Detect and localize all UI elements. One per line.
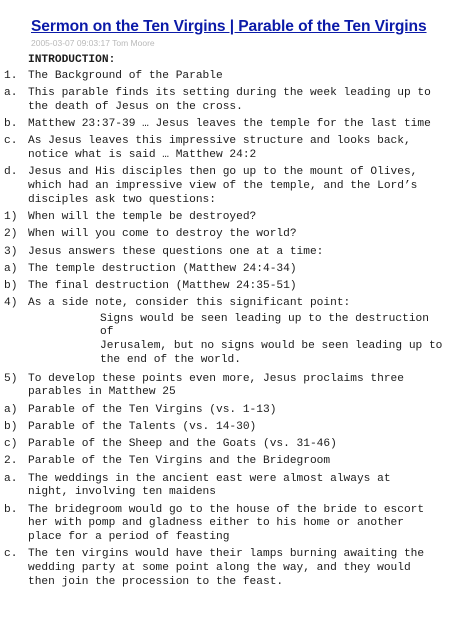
list-text: The bridegroom would go to the house of the bride to escort her with pomp and gladness either to his home or another place for a period of feasting <box>28 503 425 543</box>
list-item <box>4 211 470 225</box>
list-text: As a side note, consider this significant point: <box>28 297 351 310</box>
list-item <box>4 438 470 452</box>
list-item <box>4 228 470 242</box>
list-text: To develop these points even more, Jesus proclaims three parables in Matthew 25 <box>28 372 404 399</box>
list-text: Parable of the Talents (vs. 14-30) <box>28 420 257 433</box>
list-item <box>4 473 470 501</box>
list-marker: 2. <box>4 455 18 468</box>
list-item <box>4 455 470 469</box>
list-text: The temple destruction (Matthew 24:4-34) <box>28 262 297 275</box>
intro-heading: INTRODUCTION: <box>28 54 116 66</box>
list-marker: b. <box>4 118 18 130</box>
list-text: This parable finds its setting during the week leading up to the death of Jesus on the cross. <box>28 87 431 113</box>
list-text: When will the temple be destroyed? <box>28 211 257 223</box>
list-text: The final destruction (Matthew 24:35-51) <box>28 280 297 292</box>
list-marker: 5) <box>4 372 18 385</box>
list-text: Parable of the Ten Virgins and the Bridegroom <box>28 455 331 468</box>
list-item <box>4 548 470 589</box>
list-item <box>4 504 470 545</box>
list-marker: b) <box>4 420 18 433</box>
list-item <box>4 263 470 277</box>
list-marker: 1. <box>4 69 18 82</box>
list-item <box>4 87 470 115</box>
list-marker: a) <box>4 262 18 275</box>
list-marker: c. <box>4 548 18 561</box>
list-text: Jesus and His disciples then go up to the mount of Olives, which had an impressive view of the temple, and the Lord’s disciples ask two questions: <box>28 166 418 206</box>
list-item <box>4 135 470 163</box>
list-marker: 3) <box>4 245 18 258</box>
list-marker: 4) <box>4 297 18 310</box>
list-marker: a. <box>4 472 18 485</box>
list-marker: b. <box>4 503 18 516</box>
list-text: Matthew 23:37-39 … Jesus leaves the temple for the last time <box>28 118 431 130</box>
list-marker: c) <box>4 438 18 450</box>
list-item <box>4 373 470 401</box>
list-item <box>4 280 470 294</box>
list-text: When will you come to destroy the world? <box>28 228 297 241</box>
list-item <box>4 166 470 207</box>
list-text: Parable of the Ten Virgins (vs. 1-13) <box>28 403 277 416</box>
list-marker: d. <box>4 166 18 179</box>
list-item <box>4 421 470 435</box>
list-item <box>4 297 470 311</box>
list-item <box>4 70 470 84</box>
side-note: Signs would be seen leading up to the destruction of Jerusalem, but no signs would be seen leading up to the end of the world. <box>100 312 443 366</box>
list-marker: c. <box>4 135 18 148</box>
list-marker: a) <box>4 403 18 416</box>
list-marker: 1) <box>4 211 18 223</box>
list-text: Jesus answers these questions one at a time: <box>28 245 324 258</box>
list-text: The weddings in the ancient east were almost always at night, involving ten maidens <box>28 472 391 499</box>
document-body <box>4 54 470 593</box>
list-marker: b) <box>4 280 18 292</box>
document-title[interactable]: Sermon on the Ten Virgins | Parable of the Ten Virgins <box>31 18 427 35</box>
document-meta: 2005-03-07 09:03:17 Tom Moore <box>31 38 155 48</box>
list-text: As Jesus leaves this impressive structure and looks back, notice what is said … Matthew 24:2 <box>28 135 411 161</box>
list-text: The ten virgins would have their lamps burning awaiting the wedding party at some point along the way, and they would then join the procession to the feast. <box>28 548 425 588</box>
list-text: Parable of the Sheep and the Goats (vs. 31-46) <box>28 438 337 450</box>
list-item <box>4 404 470 418</box>
list-marker: 2) <box>4 228 18 241</box>
list-item <box>4 118 470 132</box>
list-item <box>4 246 470 260</box>
list-marker: a. <box>4 87 18 99</box>
list-text: The Background of the Parable <box>28 69 223 82</box>
